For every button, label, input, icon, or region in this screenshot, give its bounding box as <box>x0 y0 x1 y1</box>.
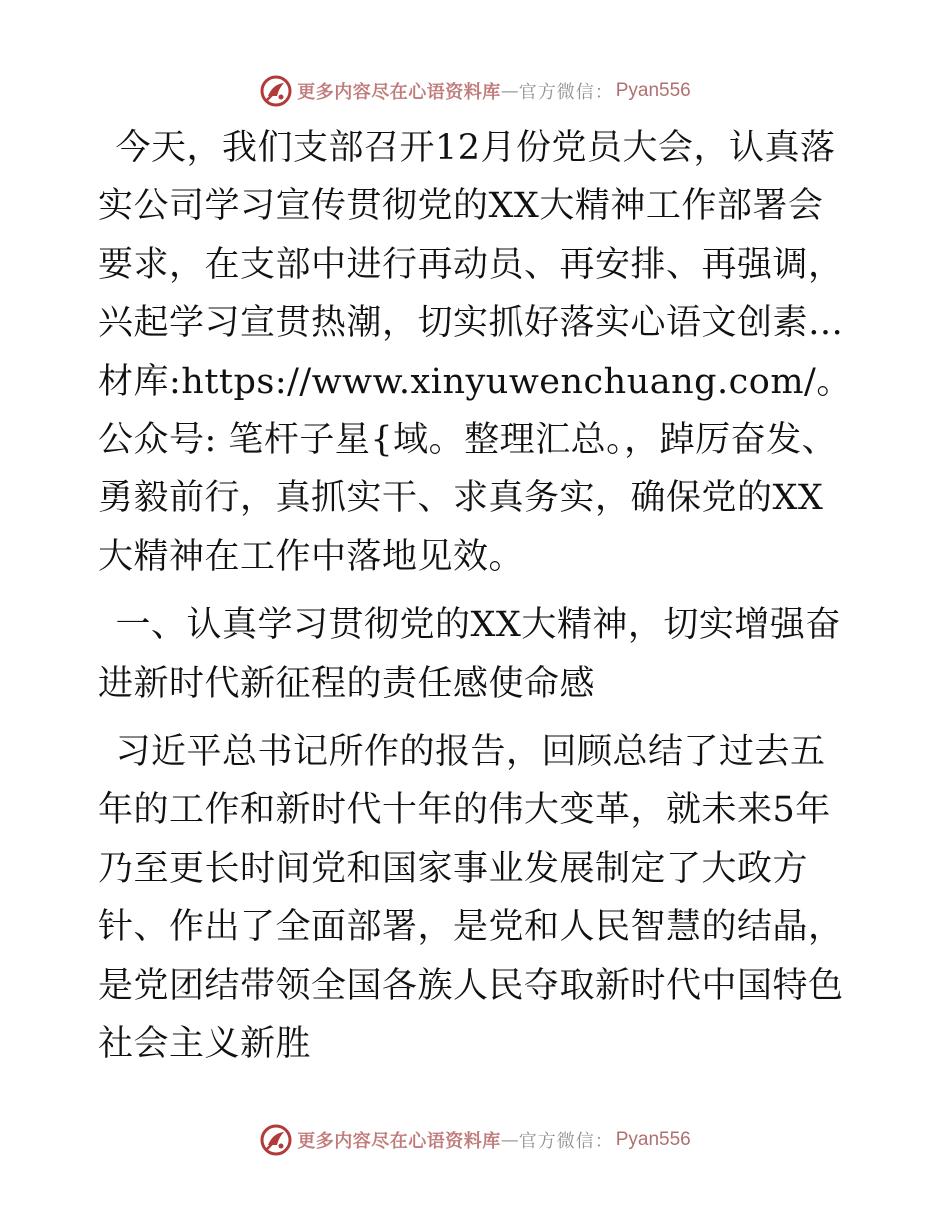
section-heading: 一、认真学习贯彻党的XX大精神，切实增强奋进新时代新征程的责任感使命感 <box>98 605 841 704</box>
banner-wechat-label: 官方微信： <box>518 1131 614 1152</box>
banner-wechat-id: Pyan556 <box>615 1129 691 1150</box>
footer-banner <box>0 1120 950 1160</box>
paragraph-report: 习近平总书记所作的报告，回顾总结了过去五年的工作和新时代十年的伟大变革，就未来5年乃至更长时间党和国家事业发展制定了大政方针、作出了全面部署，是党和人民智慧的结晶，是党团结带领全国各族人民夺取新时代中国特色社会主义新胜 <box>98 732 844 1065</box>
banner-wechat-label: 官方微信： <box>518 82 614 103</box>
banner-title: 更多内容尽在心语资料库 <box>297 82 501 103</box>
paragraph-intro: 今天，我们支部召开12月份党员大会，认真落实公司学习宣传贯彻党的XX大精神工作部署会要求，在支部中进行再动员、再安排、再强调，兴起学习宣贯热潮，切实抓好落实心语文创素…材库:https://www.xinyuwenchuang.com/。公众号: 笔杆子星{域。整理汇总。，踔厉奋发、勇毅前行，真抓实干、求真务实，确保党的XX大精神在工作中落地见效。 <box>98 128 852 577</box>
banner-title: 更多内容尽在心语资料库 <box>297 1131 501 1152</box>
banner-wechat-id: Pyan556 <box>615 80 691 101</box>
logo-icon <box>259 1123 293 1157</box>
document-body <box>98 119 858 1084</box>
banner-dash: — <box>500 80 519 102</box>
banner-dash: — <box>500 1129 519 1151</box>
logo-icon <box>259 74 293 108</box>
header-banner <box>0 71 950 111</box>
